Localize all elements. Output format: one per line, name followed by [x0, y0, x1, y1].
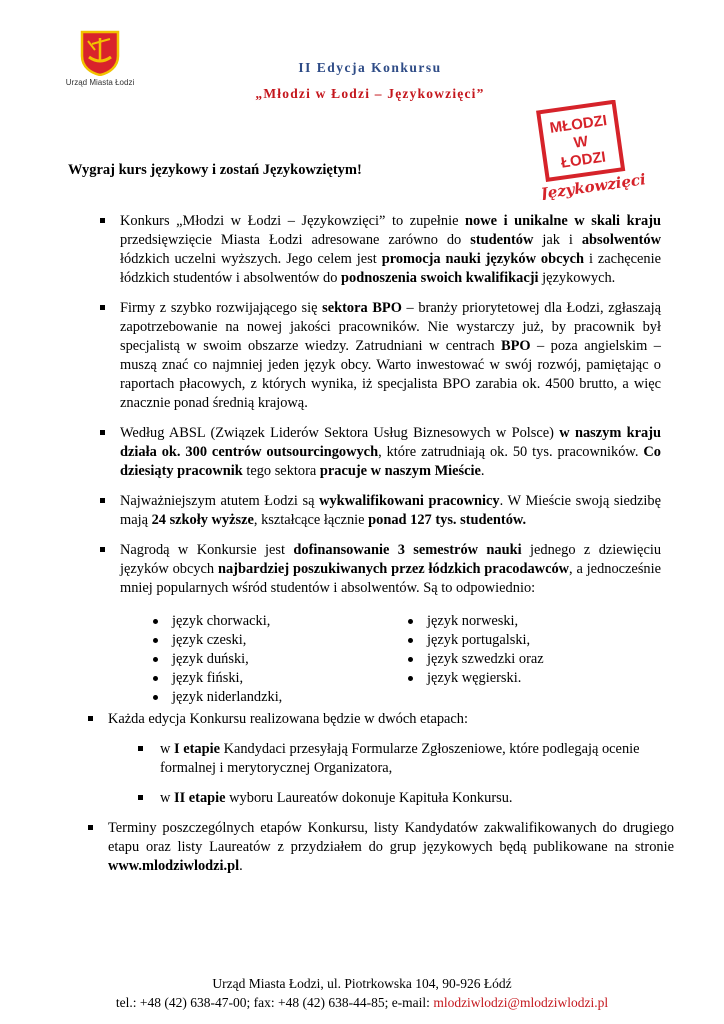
city-logo-caption: Urząd Miasta Łodzi	[65, 78, 135, 87]
stages-intro: Każda edycja Konkursu realizowana będzie w dwóch etapach:	[83, 710, 674, 729]
language-item: język norweski,	[405, 612, 544, 631]
language-item: język czeski,	[150, 631, 282, 650]
bullet-item	[95, 424, 661, 481]
tagline: Wygraj kurs językowy i zostań Językowziętym!	[68, 162, 362, 178]
city-logo	[64, 30, 136, 87]
bullet-item	[95, 212, 661, 288]
logo-line-3: ŁODZI	[559, 148, 607, 172]
bullet-text: Według ABSL (Związek Liderów Sektora Usług Biznesowych w Polsce) w naszym kraju działa ok. 300 centrów outsourcingowych, które zatrudniają ok. 50 tys. pracowników. Co dziesiąty pracownik tego sektora pracuje w naszym Mieście.	[120, 425, 661, 479]
logo-line-1: MŁODZI	[548, 112, 609, 137]
bullet-text: Najważniejszym atutem Łodzi są wykwalifikowani pracownicy. W Mieście swoją siedzibę mają 24 szkoły wyższe, kształcące łącznie ponad 127 tys. studentów.	[120, 493, 661, 528]
language-column-2	[405, 612, 544, 688]
footer-email-link[interactable]: mlodziwlodzi@mlodziwlodzi.pl	[433, 995, 609, 1010]
bullet-item	[95, 299, 661, 413]
language-item: język niderlandzki,	[150, 688, 282, 707]
language-item: język węgierski.	[405, 669, 544, 688]
final-note	[83, 819, 674, 876]
footer-address: Urząd Miasta Łodzi, ul. Piotrkowska 104, 90-926 Łódź	[212, 976, 512, 991]
language-item: język fiński,	[150, 669, 282, 688]
language-item: język chorwacki,	[150, 612, 282, 631]
final-note-text: Terminy poszczególnych etapów Konkursu, listy Kandydatów zakwalifikowanych do drugiego etapu oraz listy Laureatów z przydziałem do grup językowych będą publikowane na stronie www.mlodziwlodzi.pl.	[108, 820, 674, 874]
mlodzi-w-lodzi-logo	[522, 100, 652, 200]
contest-name-title: „Młodzi w Łodzi – Językowzięci”	[255, 86, 485, 101]
logo-line-2: W	[572, 132, 590, 152]
language-item: język portugalski,	[405, 631, 544, 650]
language-item: język duński,	[150, 650, 282, 669]
bullet-item	[95, 541, 661, 598]
stage-text: w II etapie wyboru Laureatów dokonuje Kapituła Konkursu.	[160, 790, 513, 806]
bullet-text: Firmy z szybko rozwijającego się sektora BPO – branży priorytetowej dla Łodzi, zgłaszają zapotrzebowanie na nowej jakości pracowników. Nie wystarczy już, by pracownik był specjalistą w swoim obszarze wiedzy. Zatrudniani w centrach BPO – poza angielskim – muszą znać co najmniej jeden język obcy. Warto inwestować w swój rozwój, pamiętając o raportach płacowych, z których wynika, iż specjalista BPO zarabia ok. 4500 brutto, a więc znacznie ponad średnią krajową.	[120, 300, 662, 411]
stage-text: w I etapie Kandydaci przesyłają Formularze Zgłoszeniowe, które podlegają ocenie formalnej i merytorycznej Organizatora,	[160, 741, 640, 776]
bullet-text: Konkurs „Młodzi w Łodzi – Językowzięci” to zupełnie nowe i unikalne w skali kraju przedsięwzięcie Miasta Łodzi adresowane zarówno do studentów jak i absolwentów łódzkich uczelni wyższych. Jego celem jest promocja nauki języków obcych i zachęcenie łódzkich studentów i absolwentów do podnoszenia swoich kwalifikacji językowych.	[120, 213, 662, 286]
content-body	[95, 212, 674, 887]
footer-contact: tel.: +48 (42) 638-47-00; fax: +48 (42) 638-44-85; e-mail: mlodziwlodzi@mlodziwlodzi.pl	[115, 995, 609, 1010]
contest-edition-title: II Edycja Konkursu	[298, 60, 442, 75]
language-item: język szwedzki oraz	[405, 650, 544, 669]
lodz-coat-of-arms-icon	[79, 30, 121, 76]
stage-item	[135, 740, 660, 778]
language-list	[95, 612, 661, 705]
language-column-1	[150, 612, 282, 707]
logo-script: Językowzięci	[539, 170, 647, 200]
stage-item	[135, 789, 660, 808]
bullet-text: Nagrodą w Konkursie jest dofinansowanie 3 semestrów nauki jednego z dziewięciu języków obcych najbardziej poszukiwanych przez łódzkich pracodawców, a jednocześnie mniej popularnych wśród studentów i absolwentów. Są to odpowiednio:	[120, 542, 662, 596]
bullet-item	[95, 492, 661, 530]
